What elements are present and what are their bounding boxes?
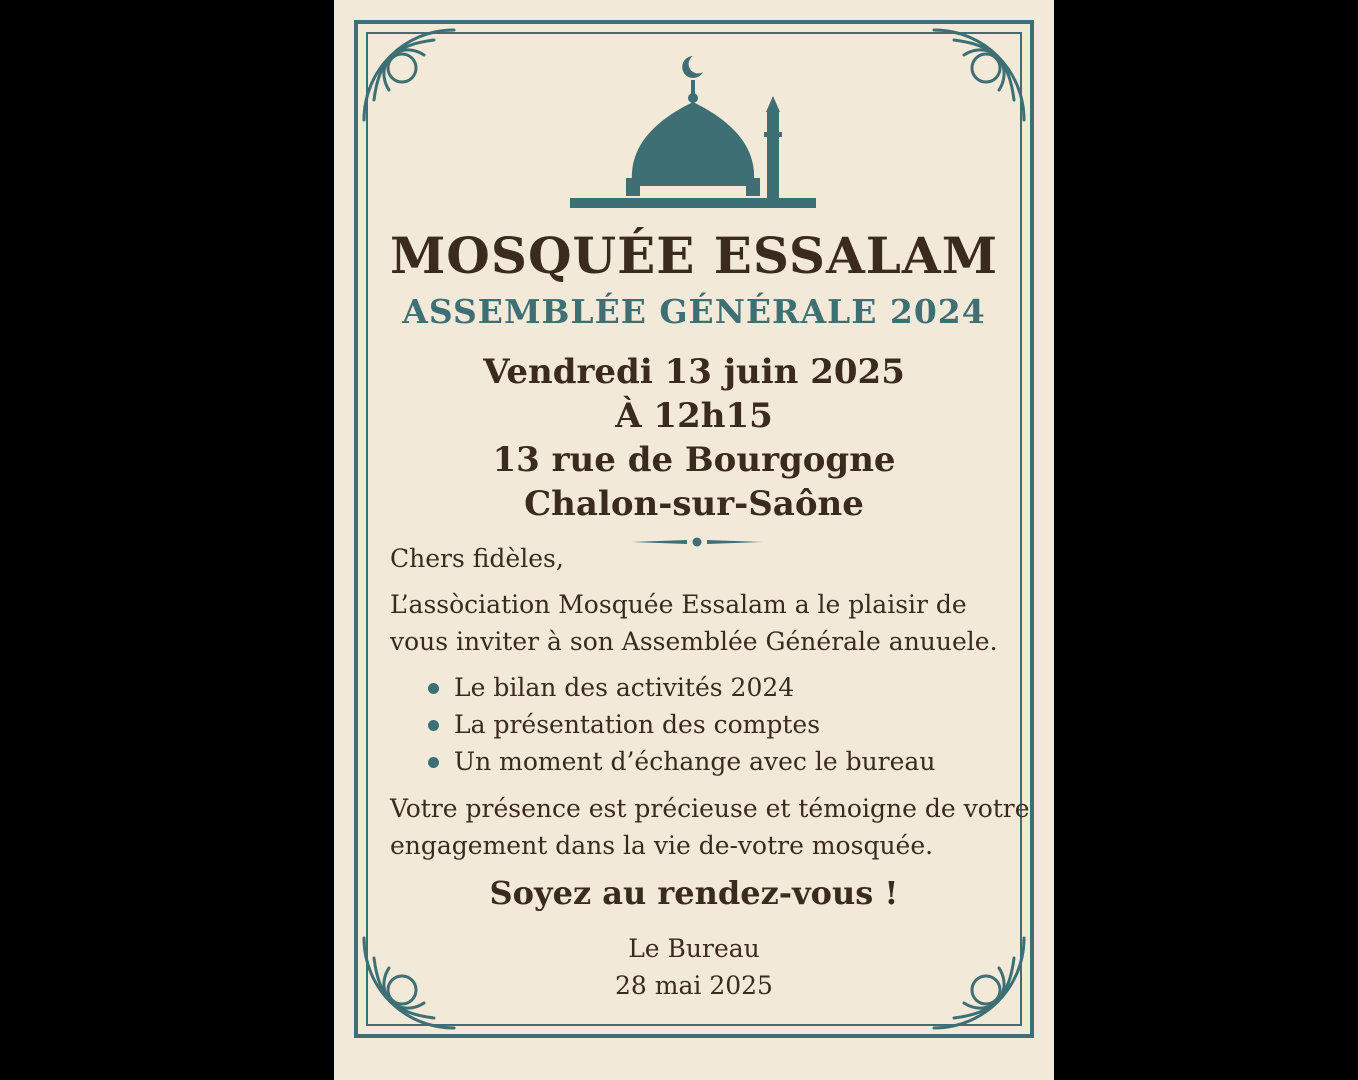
crescent-icon — [682, 56, 703, 78]
closing-text: Votre présence est précieuse et témoigne de votre engagement dans la vie de-votre mosquée. — [390, 794, 1030, 860]
list-item: La présentation des comptes — [428, 706, 935, 743]
invitation-card — [334, 0, 1054, 1080]
page-subtitle: ASSEMBLÉE GÉNÉRALE 2024 — [402, 292, 986, 331]
call-to-action: Soyez au rendez-vous ! — [489, 874, 899, 912]
list-item: Le bilan des activités 2024 — [428, 669, 935, 706]
event-date: Vendredi 13 juin 2025 — [483, 352, 905, 392]
intro-text: L’assòciation Mosquée Essalam a le plaisir de vous inviter à son Assemblée Générale anuuele. — [390, 590, 998, 656]
event-details — [334, 350, 1054, 526]
event-address: 13 rue de Bourgogne — [492, 440, 896, 480]
agenda-list — [428, 669, 935, 780]
ornament-corner-icon — [934, 30, 1024, 120]
signature-date: 28 mai 2025 — [615, 971, 773, 1000]
bullet-dot-icon — [428, 720, 439, 731]
list-item: Un moment d’échange avec le bureau — [428, 743, 935, 780]
ornament-corner-icon — [364, 30, 454, 120]
greeting: Chers fidèles, — [390, 544, 564, 573]
signature — [334, 930, 1054, 1004]
bullet-dot-icon — [428, 757, 439, 768]
page-title: MOSQUÉE ESSALAM — [389, 226, 999, 285]
mosque-emblem-icon — [564, 50, 824, 215]
bullet-dot-icon — [428, 683, 439, 694]
event-time: À 12h15 — [615, 396, 773, 436]
signature-from: Le Bureau — [628, 934, 760, 963]
event-city: Chalon-sur-Saône — [524, 484, 864, 524]
